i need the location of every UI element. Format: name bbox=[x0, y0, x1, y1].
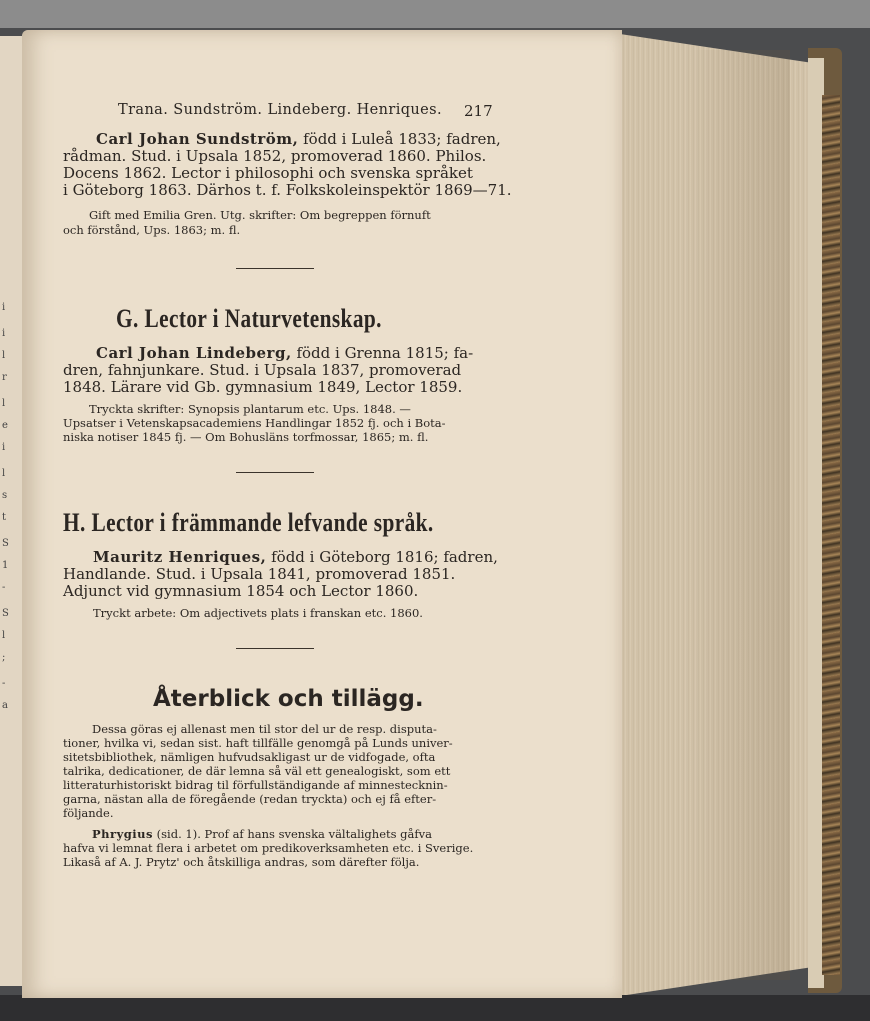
entry-line: i Göteborg 1863. Därhos t. f. Folkskoleinspektör 1869—71. bbox=[63, 181, 512, 199]
section-divider bbox=[236, 648, 314, 649]
entry-line: rådman. Stud. i Upsala 1852, promoverad 1860. Philos. bbox=[63, 147, 487, 165]
entry-note: Upsatser i Vetenskapsacademiens Handlingar 1852 fj. och i Bota- bbox=[63, 416, 446, 430]
margin-letter: i bbox=[2, 442, 6, 453]
paragraph-line: sitetsbibliothek, nämligen hufvudsakligast ur de vidfogade, ofta bbox=[63, 750, 436, 764]
person-name: Carl Johan Lindeberg, bbox=[96, 344, 292, 362]
margin-letter: e bbox=[2, 420, 8, 431]
entry-line: dren, fahnjunkare. Stud. i Upsala 1837, promoverad bbox=[63, 361, 462, 379]
margin-letter: l bbox=[2, 468, 6, 479]
margin-letter: t bbox=[2, 512, 7, 523]
scan-background-bottom bbox=[0, 995, 870, 1021]
margin-letter: l bbox=[2, 350, 6, 361]
margin-letter: S bbox=[2, 608, 9, 619]
section-heading: Återblick och tillägg. bbox=[153, 686, 424, 712]
entry-line: Docens 1862. Lector i philosophi och svenska språket bbox=[63, 164, 473, 182]
facing-page-margin-letters bbox=[2, 300, 9, 720]
person-name: Mauritz Henriques, bbox=[93, 548, 267, 566]
margin-letter: r bbox=[2, 372, 7, 383]
running-head: Trana. Sundström. Lindeberg. Henriques. bbox=[118, 102, 442, 118]
margin-letter: l bbox=[2, 398, 6, 409]
entry-line: Mauritz Henriques, född i Göteborg 1816; fadren, bbox=[93, 548, 498, 566]
margin-letter: 1 bbox=[2, 560, 9, 571]
margin-letter: - bbox=[2, 582, 6, 593]
entry-note: Gift med Emilia Gren. Utg. skrifter: Om begreppen förnuft bbox=[89, 208, 431, 222]
paragraph-line: följande. bbox=[63, 806, 114, 820]
margin-letter: a bbox=[2, 700, 8, 711]
section-divider bbox=[236, 472, 314, 473]
entry-line: Carl Johan Sundström, född i Luleå 1833; fadren, bbox=[96, 130, 501, 148]
paragraph-line: tioner, hvilka vi, sedan sist. haft tillfälle genomgå på Lunds univer- bbox=[63, 736, 453, 750]
paragraph-line: Likaså af A. J. Prytz' och åtskilliga andras, som därefter följa. bbox=[63, 855, 420, 869]
paragraph-line: Dessa göras ej allenast men til stor del ur de resp. disputa- bbox=[92, 722, 437, 736]
marbled-cover-edge bbox=[822, 95, 840, 975]
person-name: Phrygius bbox=[92, 827, 153, 841]
margin-letter: i bbox=[2, 302, 6, 313]
person-name: Carl Johan Sundström, bbox=[96, 130, 299, 148]
section-heading: H. Lector i främmande lefvande språk. bbox=[63, 508, 434, 537]
margin-letter: s bbox=[2, 490, 8, 501]
margin-letter: i bbox=[2, 328, 6, 339]
entry-line: Handlande. Stud. i Upsala 1841, promoverad 1851. bbox=[63, 565, 456, 583]
entry-note: Tryckt arbete: Om adjectivets plats i franskan etc. 1860. bbox=[93, 606, 423, 620]
margin-letter: - bbox=[2, 678, 6, 689]
paragraph-line: Phrygius (sid. 1). Prof af hans svenska vältalighets gåfva bbox=[92, 827, 433, 841]
entry-note: och förstånd, Ups. 1863; m. fl. bbox=[63, 223, 241, 237]
paragraph-line: hafva vi lemnat flera i arbetet om predikoverksamheten etc. i Sverige. bbox=[63, 841, 474, 855]
section-divider bbox=[236, 268, 314, 269]
page-number: 217 bbox=[464, 102, 493, 120]
entry-line: Carl Johan Lindeberg, född i Grenna 1815; fa- bbox=[96, 344, 474, 362]
entry-note: Tryckta skrifter: Synopsis plantarum etc. Ups. 1848. — bbox=[89, 402, 411, 416]
section-heading: G. Lector i Naturvetenskap. bbox=[116, 304, 382, 333]
entry-line: 1848. Lärare vid Gb. gymnasium 1849, Lector 1859. bbox=[63, 378, 463, 396]
scan-background-top bbox=[0, 0, 870, 28]
margin-letter: S bbox=[2, 538, 9, 549]
margin-letter: l bbox=[2, 630, 6, 641]
paragraph-line: talrika, dedicationer, de där lemna så väl ett genealogiskt, som ett bbox=[63, 764, 451, 778]
entry-note: niska notiser 1845 fj. — Om Bohusläns torfmossar, 1865; m. fl. bbox=[63, 430, 429, 444]
paragraph-line: garna, nästan alla de föregående (redan tryckta) och ej få efter- bbox=[63, 792, 437, 806]
book-page-edges-shade bbox=[680, 50, 790, 980]
entry-line: Adjunct vid gymnasium 1854 och Lector 1860. bbox=[63, 582, 419, 600]
paragraph-line: litteraturhistoriskt bidrag til förfullständigande af minnestecknin- bbox=[63, 778, 448, 792]
margin-letter: ; bbox=[2, 652, 6, 663]
